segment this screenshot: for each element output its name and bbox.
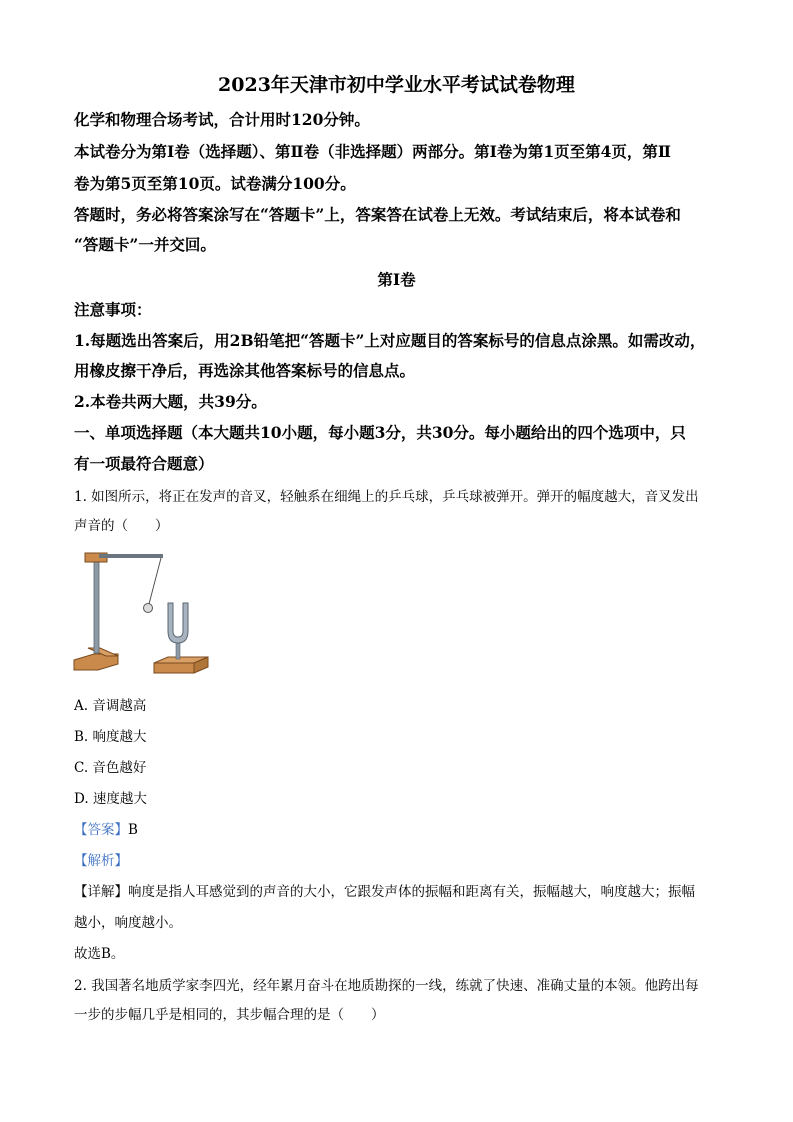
tuning-fork-figure — [70, 545, 210, 675]
stand-arm — [99, 554, 163, 558]
stand-rod — [94, 555, 99, 653]
q2-stem: 一步的步幅几乎是相同的，其步幅合理的是（ ） — [74, 1007, 385, 1023]
q1-option: C. 音色越好 — [74, 760, 147, 776]
fork-base — [154, 663, 194, 673]
notice-line: 用橡皮擦干净后，再选涂其他答案标号的信息点。 — [74, 361, 416, 380]
notice-line: 2.本卷共两大题，共39分。 — [74, 392, 267, 411]
q1-option: A. 音调越高 — [74, 698, 147, 714]
q1-detail: 越小，响度越小。 — [74, 915, 182, 931]
intro-line: “答题卡”一并交回。 — [74, 235, 216, 254]
q1-stem: 1. 如图所示，将正在发声的音叉，轻触系在细绳上的乒乓球，乒乓球被弹开。弹开的幅度越大，音叉发出 — [74, 489, 699, 505]
notice-line: 1.每题选出答案后，用2B铅笔把“答题卡”上对应题目的答案标号的信息点涂黑。如需改动， — [74, 331, 706, 350]
q1-conclusion: 故选B。 — [74, 946, 125, 962]
answer-tag: 【答案】 — [74, 822, 128, 838]
volume-heading: 第Ⅰ卷 — [377, 270, 416, 289]
intro-line: 本试卷分为第Ⅰ卷（选择题）、第Ⅱ卷（非选择题）两部分。第Ⅰ卷为第1页至第4页，第Ⅱ — [74, 142, 671, 161]
q1-option: B. 响度越大 — [74, 729, 147, 745]
ping-pong-ball — [144, 604, 153, 613]
q2-stem: 2. 我国著名地质学家李四光，经年累月奋斗在地质勘探的一线，练就了快速、准确丈量的本领。他跨出每 — [74, 978, 699, 994]
q1-answer — [74, 818, 724, 838]
notice-heading: 注意事项： — [74, 300, 152, 319]
answer-value: B — [128, 822, 138, 838]
q1-detail: 【详解】响度是指人耳感觉到的声音的大小，它跟发声体的振幅和距离有关，振幅越大，响度越大；振幅 — [74, 884, 695, 900]
q1-stem: 声音的（ ） — [74, 518, 169, 534]
tuning-fork — [168, 603, 188, 643]
intro-line: 化学和物理合场考试，合计用时120分钟。 — [74, 110, 370, 129]
string — [149, 558, 161, 604]
section-heading: 有一项最符合题意） — [74, 454, 214, 473]
fork-stem — [176, 641, 180, 659]
intro-line: 卷为第5页至第10页。试卷满分100分。 — [74, 174, 356, 193]
analysis-tag: 【解析】 — [74, 853, 128, 869]
page-title: 2023年天津市初中学业水平考试试卷物理 — [218, 74, 575, 96]
intro-line: 答题时，务必将答案涂写在“答题卡”上，答案答在试卷上无效。考试结束后，将本试卷和 — [74, 205, 681, 224]
section-heading: 一、单项选择题（本大题共10小题，每小题3分，共30分。每小题给出的四个选项中，只 — [74, 423, 686, 442]
q1-option: D. 速度越大 — [74, 791, 147, 807]
